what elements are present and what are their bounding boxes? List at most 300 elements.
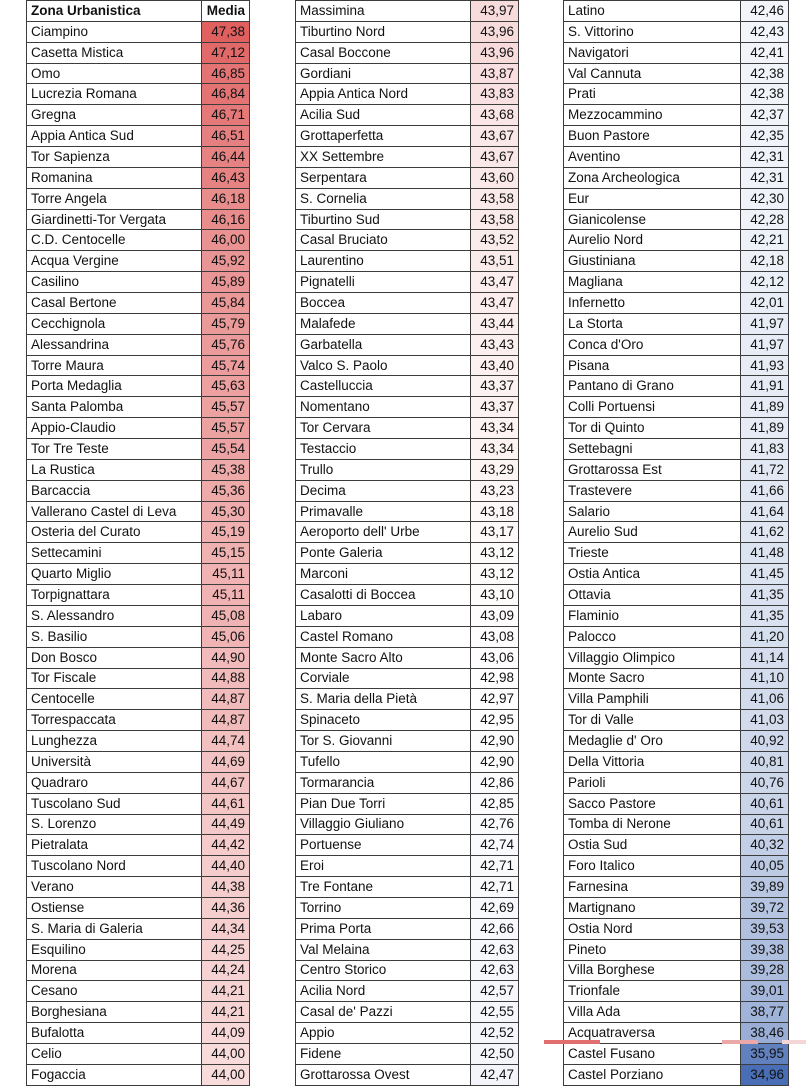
- media-value: 43,83: [471, 84, 519, 105]
- media-value: 42,90: [471, 731, 519, 752]
- media-value: 44,88: [202, 668, 250, 689]
- zona-name: Flaminio: [564, 605, 741, 626]
- media-value: 42,66: [471, 918, 519, 939]
- media-value: 46,16: [202, 209, 250, 230]
- media-value: 39,72: [741, 897, 789, 918]
- zona-name: Gianicolense: [564, 209, 741, 230]
- media-value: 42,55: [471, 1002, 519, 1023]
- media-value: 41,20: [741, 626, 789, 647]
- table-row: [564, 751, 789, 772]
- table-row: [296, 272, 519, 293]
- zona-name: Ostiense: [27, 897, 202, 918]
- media-value: 46,18: [202, 188, 250, 209]
- zona-name: Tuscolano Nord: [27, 856, 202, 877]
- table-row: [564, 21, 789, 42]
- zona-name: Quarto Miglio: [27, 564, 202, 585]
- media-value: 44,24: [202, 960, 250, 981]
- zona-name: Foro Italico: [564, 856, 741, 877]
- table-row: [296, 751, 519, 772]
- zona-name: Villaggio Giuliano: [296, 814, 471, 835]
- table-row: [296, 209, 519, 230]
- zona-name: Giardinetti-Tor Vergata: [27, 209, 202, 230]
- media-value: 43,47: [471, 293, 519, 314]
- table-row: [564, 1, 789, 22]
- media-value: 42,90: [471, 751, 519, 772]
- media-value: 42,85: [471, 793, 519, 814]
- media-value: 43,10: [471, 585, 519, 606]
- table-row: [27, 564, 250, 585]
- media-value: 45,89: [202, 272, 250, 293]
- media-value: 40,92: [741, 731, 789, 752]
- media-value: 42,21: [741, 230, 789, 251]
- table-row: [296, 167, 519, 188]
- table-row: [296, 585, 519, 606]
- table-row: [564, 418, 789, 439]
- media-value: 46,00: [202, 230, 250, 251]
- zona-name: Aventino: [564, 147, 741, 168]
- table-row: [296, 459, 519, 480]
- media-value: 40,76: [741, 772, 789, 793]
- table-row: [296, 313, 519, 334]
- media-value: 39,28: [741, 960, 789, 981]
- zona-name: Bufalotta: [27, 1023, 202, 1044]
- header-zona: Zona Urbanistica: [27, 1, 202, 22]
- table-row: [27, 585, 250, 606]
- media-value: 43,08: [471, 626, 519, 647]
- media-value: 42,35: [741, 126, 789, 147]
- table-row: [564, 939, 789, 960]
- media-value: 42,63: [471, 960, 519, 981]
- zona-name: Laurentino: [296, 251, 471, 272]
- zona-name: Parioli: [564, 772, 741, 793]
- zona-name: Farnesina: [564, 877, 741, 898]
- table-row: [27, 897, 250, 918]
- media-value: 42,95: [471, 710, 519, 731]
- table-row: [27, 293, 250, 314]
- media-value: 42,18: [741, 251, 789, 272]
- zona-name: Trionfale: [564, 981, 741, 1002]
- zona-name: Valco S. Paolo: [296, 355, 471, 376]
- table-row: [296, 668, 519, 689]
- media-value: 39,38: [741, 939, 789, 960]
- zona-name: Trullo: [296, 459, 471, 480]
- table-row: [296, 564, 519, 585]
- zona-name: Tuscolano Sud: [27, 793, 202, 814]
- media-value: 42,41: [741, 42, 789, 63]
- media-value: 45,92: [202, 251, 250, 272]
- zona-name: Tufello: [296, 751, 471, 772]
- zona-name: Latino: [564, 1, 741, 22]
- zona-name: Sacco Pastore: [564, 793, 741, 814]
- media-value: 41,72: [741, 459, 789, 480]
- zona-name: Grottarossa Ovest: [296, 1064, 471, 1085]
- zona-name: Appio: [296, 1023, 471, 1044]
- media-value: 42,50: [471, 1043, 519, 1064]
- zona-name: Tiburtino Nord: [296, 21, 471, 42]
- media-value: 44,21: [202, 981, 250, 1002]
- zona-name: Vallerano Castel di Leva: [27, 501, 202, 522]
- table-row: [27, 459, 250, 480]
- zona-name: Romanina: [27, 167, 202, 188]
- media-value: 42,38: [741, 84, 789, 105]
- table-row: [564, 960, 789, 981]
- zona-name: Salario: [564, 501, 741, 522]
- media-value: 41,91: [741, 376, 789, 397]
- table-row: [27, 751, 250, 772]
- media-value: 44,38: [202, 877, 250, 898]
- zona-name: Università: [27, 751, 202, 772]
- media-value: 41,66: [741, 480, 789, 501]
- table-row: [296, 105, 519, 126]
- zona-name: Tomba di Nerone: [564, 814, 741, 835]
- media-value: 42,38: [741, 63, 789, 84]
- zona-name: Pietralata: [27, 835, 202, 856]
- media-value: 46,71: [202, 105, 250, 126]
- table-row: [27, 835, 250, 856]
- zona-name: Navigatori: [564, 42, 741, 63]
- table-row: [27, 230, 250, 251]
- table-row: [296, 439, 519, 460]
- table-row: [564, 835, 789, 856]
- media-value: 40,61: [741, 814, 789, 835]
- zona-name: Aurelio Sud: [564, 522, 741, 543]
- media-value: 47,38: [202, 21, 250, 42]
- media-value: 42,57: [471, 981, 519, 1002]
- table-row: [296, 376, 519, 397]
- zona-name: Monte Sacro: [564, 668, 741, 689]
- zona-name: Tre Fontane: [296, 877, 471, 898]
- table-row: [564, 188, 789, 209]
- zona-name: Della Vittoria: [564, 751, 741, 772]
- zona-name: Trieste: [564, 543, 741, 564]
- zona-name: Castelluccia: [296, 376, 471, 397]
- table-row: [564, 1043, 789, 1064]
- zona-name: Garbatella: [296, 334, 471, 355]
- table-row: [27, 710, 250, 731]
- zona-name: Martignano: [564, 897, 741, 918]
- zona-name: Marconi: [296, 564, 471, 585]
- media-value: 43,12: [471, 564, 519, 585]
- media-value: 42,69: [471, 897, 519, 918]
- media-value: 43,96: [471, 21, 519, 42]
- table-row: [564, 397, 789, 418]
- media-value: 44,42: [202, 835, 250, 856]
- table-row: [296, 689, 519, 710]
- table-row: [564, 626, 789, 647]
- media-value: 41,14: [741, 647, 789, 668]
- media-value: 42,28: [741, 209, 789, 230]
- table-row: [296, 63, 519, 84]
- zona-name: Ponte Galeria: [296, 543, 471, 564]
- table-row: [564, 647, 789, 668]
- table-row: [296, 918, 519, 939]
- zona-name: Casetta Mistica: [27, 42, 202, 63]
- table-row: [27, 939, 250, 960]
- table-row: [296, 605, 519, 626]
- media-value: 43,18: [471, 501, 519, 522]
- zona-name: Pineto: [564, 939, 741, 960]
- zona-name: Medaglie d' Oro: [564, 731, 741, 752]
- media-value: 43,52: [471, 230, 519, 251]
- table-row: [27, 856, 250, 877]
- media-value: 43,37: [471, 397, 519, 418]
- table-row: [27, 689, 250, 710]
- media-value: 43,34: [471, 439, 519, 460]
- media-value: 45,57: [202, 397, 250, 418]
- zona-name: Testaccio: [296, 439, 471, 460]
- media-value: 41,89: [741, 397, 789, 418]
- media-value: 45,63: [202, 376, 250, 397]
- table-row: [296, 835, 519, 856]
- table-row: [27, 501, 250, 522]
- table-row: [564, 543, 789, 564]
- table-row: [296, 960, 519, 981]
- zona-name: Appia Antica Sud: [27, 126, 202, 147]
- table-row: [27, 42, 250, 63]
- table-row: [296, 1043, 519, 1064]
- zona-name: Tor Fiscale: [27, 668, 202, 689]
- table-row: [27, 543, 250, 564]
- zona-name: Primavalle: [296, 501, 471, 522]
- media-value: 44,00: [202, 1043, 250, 1064]
- table-row: [296, 981, 519, 1002]
- table-row: [564, 439, 789, 460]
- zona-name: Acqua Vergine: [27, 251, 202, 272]
- table-row: [564, 731, 789, 752]
- media-value: 42,46: [741, 1, 789, 22]
- media-value: 41,48: [741, 543, 789, 564]
- media-value: 38,46: [741, 1023, 789, 1044]
- zona-name: S. Basilio: [27, 626, 202, 647]
- media-value: 44,09: [202, 1023, 250, 1044]
- media-value: 45,08: [202, 605, 250, 626]
- table-row: [296, 543, 519, 564]
- table-row: [564, 272, 789, 293]
- table-row: [27, 63, 250, 84]
- zona-name: Omo: [27, 63, 202, 84]
- zona-name: Monte Sacro Alto: [296, 647, 471, 668]
- zona-name: Pantano di Grano: [564, 376, 741, 397]
- zona-name: Tor Sapienza: [27, 147, 202, 168]
- table-row: [564, 522, 789, 543]
- table-row: [27, 105, 250, 126]
- table-row: [296, 856, 519, 877]
- table-row: [296, 42, 519, 63]
- table-row: [296, 626, 519, 647]
- media-value: 42,31: [741, 147, 789, 168]
- table-row: [564, 355, 789, 376]
- media-value: 41,35: [741, 585, 789, 606]
- media-value: 44,49: [202, 814, 250, 835]
- media-value: 43,47: [471, 272, 519, 293]
- zona-name: Casilino: [27, 272, 202, 293]
- zona-name: Mezzocammino: [564, 105, 741, 126]
- media-value: 44,00: [202, 1064, 250, 1085]
- zona-name: Acilia Nord: [296, 981, 471, 1002]
- table-column-1: [26, 0, 250, 1086]
- zona-name: Centocelle: [27, 689, 202, 710]
- media-value: 43,87: [471, 63, 519, 84]
- zona-name: Borghesiana: [27, 1002, 202, 1023]
- zona-name: Torre Angela: [27, 188, 202, 209]
- table-row: [296, 147, 519, 168]
- table-row: [564, 501, 789, 522]
- table-row: [27, 167, 250, 188]
- zona-name: Don Bosco: [27, 647, 202, 668]
- zona-name: Ostia Sud: [564, 835, 741, 856]
- zona-name: Villa Borghese: [564, 960, 741, 981]
- table-row: [564, 376, 789, 397]
- media-value: 42,76: [471, 814, 519, 835]
- table-row: [564, 42, 789, 63]
- table-row: [564, 689, 789, 710]
- media-value: 41,06: [741, 689, 789, 710]
- media-value: 45,54: [202, 439, 250, 460]
- media-value: 35,95: [741, 1043, 789, 1064]
- table-row: [564, 293, 789, 314]
- media-value: 43,12: [471, 543, 519, 564]
- media-value: 41,35: [741, 605, 789, 626]
- table-column-3: [563, 0, 789, 1086]
- media-value: 42,30: [741, 188, 789, 209]
- table-row: [296, 397, 519, 418]
- next-page-color-strip: [544, 1040, 600, 1044]
- table-row: [296, 480, 519, 501]
- media-value: 43,67: [471, 147, 519, 168]
- table-row: [564, 313, 789, 334]
- zona-name: Magliana: [564, 272, 741, 293]
- media-value: 42,01: [741, 293, 789, 314]
- zona-name: Ostia Nord: [564, 918, 741, 939]
- table-row: [296, 501, 519, 522]
- table-row: [564, 856, 789, 877]
- zona-name: Boccea: [296, 293, 471, 314]
- zona-name: Aeroporto dell' Urbe: [296, 522, 471, 543]
- media-value: 41,64: [741, 501, 789, 522]
- media-value: 42,43: [741, 21, 789, 42]
- table-row: [296, 21, 519, 42]
- zona-name: Trastevere: [564, 480, 741, 501]
- media-value: 44,61: [202, 793, 250, 814]
- media-value: 43,67: [471, 126, 519, 147]
- zona-name: S. Cornelia: [296, 188, 471, 209]
- zona-name: Settebagni: [564, 439, 741, 460]
- media-value: 41,45: [741, 564, 789, 585]
- table-row: [27, 209, 250, 230]
- media-value: 46,43: [202, 167, 250, 188]
- media-value: 43,97: [471, 1, 519, 22]
- zona-name: Prima Porta: [296, 918, 471, 939]
- zona-name: Torrino: [296, 897, 471, 918]
- table-row: [27, 522, 250, 543]
- media-value: 45,57: [202, 418, 250, 439]
- table-row: [27, 877, 250, 898]
- zona-name: Grottarossa Est: [564, 459, 741, 480]
- zona-name: Corviale: [296, 668, 471, 689]
- table-row: [296, 188, 519, 209]
- zona-name: Cesano: [27, 981, 202, 1002]
- media-value: 40,32: [741, 835, 789, 856]
- table-row: [564, 793, 789, 814]
- table-row: [27, 793, 250, 814]
- zona-name: Val Cannuta: [564, 63, 741, 84]
- table-row: [564, 918, 789, 939]
- media-value: 41,89: [741, 418, 789, 439]
- table-row: [564, 710, 789, 731]
- media-value: 43,09: [471, 605, 519, 626]
- zona-name: Ostia Antica: [564, 564, 741, 585]
- table-row: [296, 230, 519, 251]
- zona-name: Aurelio Nord: [564, 230, 741, 251]
- table-row: [296, 897, 519, 918]
- table-row: [296, 710, 519, 731]
- media-value: 39,53: [741, 918, 789, 939]
- zona-name: Villaggio Olimpico: [564, 647, 741, 668]
- zona-name: Pignatelli: [296, 272, 471, 293]
- media-value: 43,58: [471, 188, 519, 209]
- zona-name: Grottaperfetta: [296, 126, 471, 147]
- media-value: 45,11: [202, 585, 250, 606]
- media-value: 45,19: [202, 522, 250, 543]
- table-row: [564, 564, 789, 585]
- table-row: [564, 772, 789, 793]
- zona-name: Casal Boccone: [296, 42, 471, 63]
- media-value: 42,97: [471, 689, 519, 710]
- zona-name: La Rustica: [27, 459, 202, 480]
- zona-name: Celio: [27, 1043, 202, 1064]
- media-value: 45,06: [202, 626, 250, 647]
- table-row: [296, 84, 519, 105]
- zona-name: Prati: [564, 84, 741, 105]
- media-value: 45,30: [202, 501, 250, 522]
- table-row: [296, 418, 519, 439]
- zona-name: Pisana: [564, 355, 741, 376]
- zona-name: Infernetto: [564, 293, 741, 314]
- table-row: [564, 585, 789, 606]
- table-row: [27, 814, 250, 835]
- table-row: [564, 251, 789, 272]
- table-row: [27, 397, 250, 418]
- table-row: [564, 459, 789, 480]
- table-column-2: [295, 0, 519, 1086]
- zona-name: Casal de' Pazzi: [296, 1002, 471, 1023]
- zona-name: Eroi: [296, 856, 471, 877]
- table-row: [27, 960, 250, 981]
- table-row: [27, 188, 250, 209]
- zona-name: La Storta: [564, 313, 741, 334]
- media-value: 42,71: [471, 877, 519, 898]
- next-page-color-strip: [782, 1040, 806, 1044]
- zona-name: Spinaceto: [296, 710, 471, 731]
- table-row: [564, 63, 789, 84]
- table-row: [564, 105, 789, 126]
- zona-name: Torpignattara: [27, 585, 202, 606]
- zona-name: Torre Maura: [27, 355, 202, 376]
- media-value: 43,40: [471, 355, 519, 376]
- media-value: 44,34: [202, 918, 250, 939]
- table-row: [27, 918, 250, 939]
- media-value: 44,36: [202, 897, 250, 918]
- table-row: [27, 251, 250, 272]
- table-row: [296, 647, 519, 668]
- zona-name: Torrespaccata: [27, 710, 202, 731]
- table-row: [27, 731, 250, 752]
- header-media: Media: [202, 1, 250, 22]
- table-row: [296, 1023, 519, 1044]
- table-row: [564, 147, 789, 168]
- zona-name: Quadraro: [27, 772, 202, 793]
- zona-name: Fogaccia: [27, 1064, 202, 1085]
